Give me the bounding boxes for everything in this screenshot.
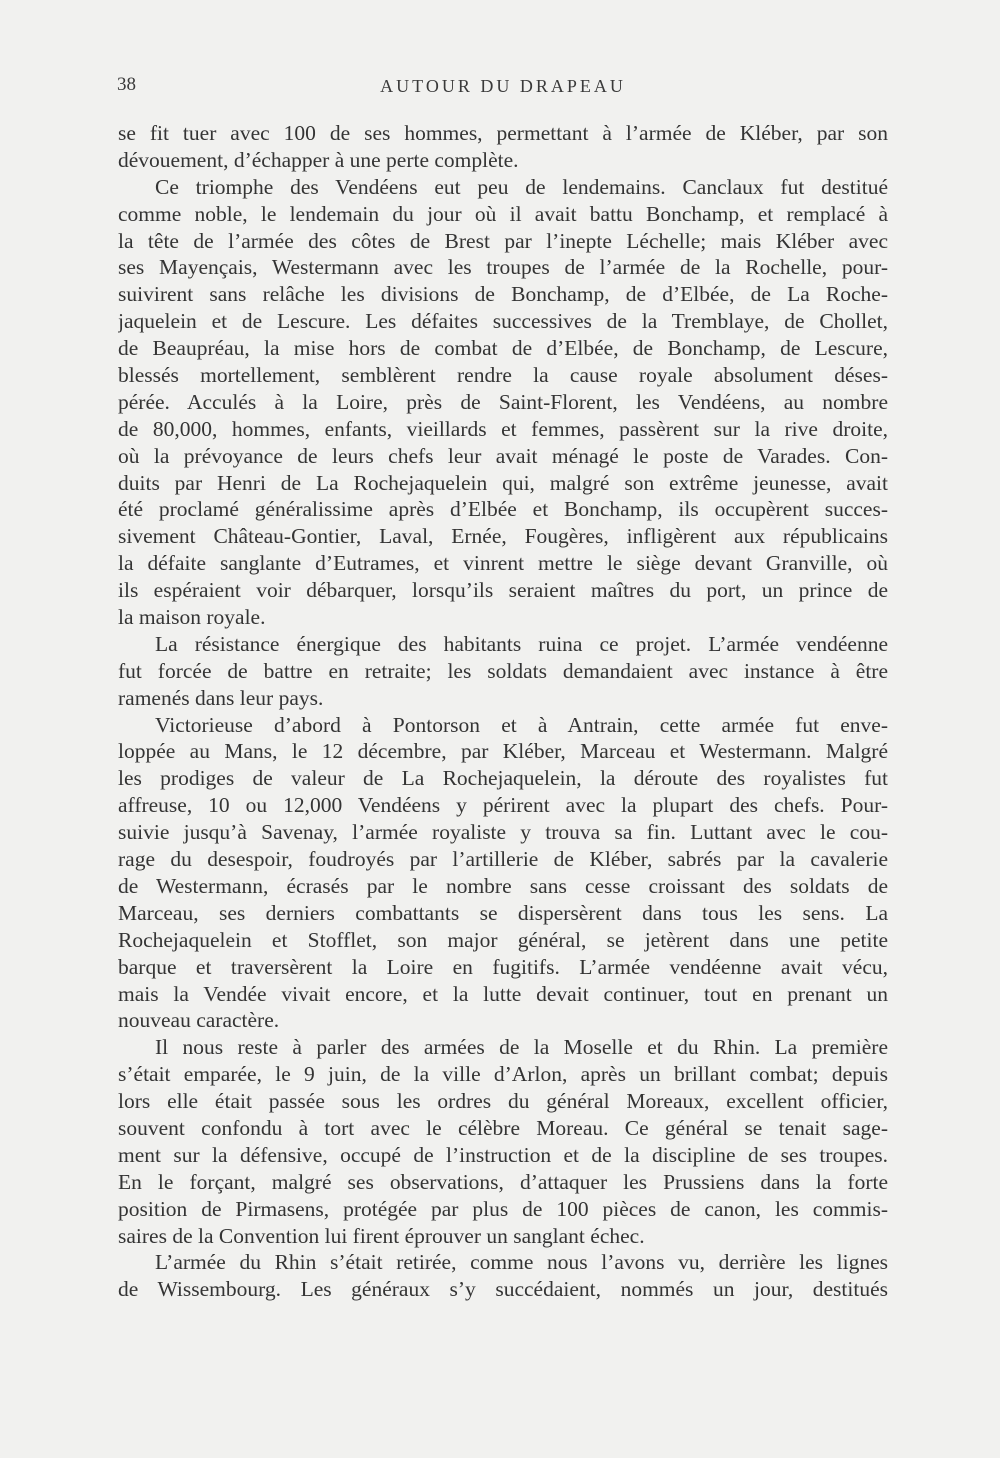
- text-line: la maison royale.: [118, 605, 266, 630]
- text-line: pérée. Acculés à la Loire, près de Saint-Florent, les Vendéens, au nombre: [118, 389, 888, 414]
- text-line: s’était emparée, le 9 juin, de la ville d’Arlon, après un brillant combat; depuis: [118, 1062, 888, 1087]
- text-line: blessés mortellement, semblèrent rendre la cause royale absolument déses-: [118, 363, 888, 388]
- paragraph: [118, 1034, 888, 1249]
- text-line: ils espéraient voir débarquer, lorsqu’ils seraient maîtres du port, un prince de: [118, 578, 888, 603]
- text-line: Il nous reste à parler des armées de la Moselle et du Rhin. La première: [155, 1035, 888, 1060]
- text-line: jaquelein et de Lescure. Les défaites successives de la Tremblaye, de Chollet,: [118, 309, 888, 334]
- text-line: se fit tuer avec 100 de ses hommes, permettant à l’armée de Kléber, par son: [118, 121, 888, 145]
- text-line: les prodiges de valeur de La Rochejaquelein, la déroute des royalistes fut: [118, 766, 888, 791]
- text-line: dévouement, d’échapper à une perte complète.: [118, 147, 519, 172]
- text-line: Ce triomphe des Vendéens eut peu de lendemains. Canclaux fut destitué: [155, 174, 888, 199]
- text-line: affreuse, 10 ou 12,000 Vendéens y périrent avec la plupart des chefs. Pour-: [118, 793, 888, 818]
- text-line: Rochejaquelein et Stofflet, son major général, se jetèrent dans une petite: [118, 927, 888, 952]
- page-number: 38: [117, 74, 136, 95]
- running-title: AUTOUR DU DRAPEAU: [380, 76, 626, 96]
- text-line: de Wissembourg. Les généraux s’y succédaient, nommés un jour, destitués: [118, 1277, 888, 1302]
- text-line: la tête de l’armée des côtes de Brest par l’inepte Léchelle; mais Kléber avec: [118, 228, 888, 253]
- paragraph: [118, 631, 888, 712]
- text-line: En le forçant, malgré ses observations, d’attaquer les Prussiens dans la forte: [118, 1169, 888, 1194]
- paragraph: [118, 712, 888, 1035]
- text-line: duits par Henri de La Rochejaquelein qui, malgré son extrême jeunesse, avait: [118, 470, 888, 495]
- text-line: ses Mayençais, Westermann avec les troupes de l’armée de la Rochelle, pour-: [118, 255, 888, 280]
- text-line: suivirent sans relâche les divisions de Bonchamp, de d’Elbée, de La Roche-: [118, 282, 888, 307]
- text-line: Victorieuse d’abord à Pontorson et à Antrain, cette armée fut enve-: [155, 712, 888, 737]
- text-line: la défaite sanglante d’Eutrames, et vinrent mettre le siège devant Granville, où: [118, 551, 888, 576]
- paragraph: [118, 174, 888, 631]
- text-line: loppée au Mans, le 12 décembre, par Kléber, Marceau et Westermann. Malgré: [118, 739, 888, 764]
- text-line: ment sur la défensive, occupé de l’instruction et de la discipline de ses troupes.: [118, 1142, 888, 1167]
- text-line: nouveau caractère.: [118, 1008, 280, 1033]
- text-line: de 80,000, hommes, enfants, vieillards et femmes, passèrent sur la rive droite,: [118, 416, 888, 441]
- text-line: été proclamé généralissime après d’Elbée et Bonchamp, ils occupèrent succes-: [118, 497, 888, 522]
- text-line: sivement Château-Gontier, Laval, Ernée, Fougères, infligèrent aux républicains: [118, 524, 888, 549]
- text-line: de Westermann, écrasés par le nombre sans cesse croissant des soldats de: [118, 873, 888, 898]
- text-line: suivie jusqu’à Savenay, l’armée royaliste y trouva sa fin. Luttant avec le cou-: [118, 820, 888, 845]
- text-line: ramenés dans leur pays.: [118, 685, 324, 710]
- text-line: barque et traversèrent la Loire en fugitifs. L’armée vendéenne avait vécu,: [118, 954, 888, 979]
- text-line: de Beaupréau, la mise hors de combat de d’Elbée, de Bonchamp, de Lescure,: [118, 336, 888, 361]
- paragraph: [118, 120, 888, 174]
- text-line: lors elle était passée sous les ordres du général Moreaux, excellent officier,: [118, 1089, 888, 1114]
- text-line: mais la Vendée vivait encore, et la lutte devait continuer, tout en prenant un: [118, 981, 888, 1006]
- body-text: [118, 120, 888, 1303]
- text-line: position de Pirmasens, protégée par plus de 100 pièces de canon, les commis-: [118, 1196, 888, 1221]
- text-line: rage du desespoir, foudroyés par l’artillerie de Kléber, sabrés par la cavalerie: [118, 847, 888, 872]
- text-line: L’armée du Rhin s’était retirée, comme nous l’avons vu, derrière les lignes: [155, 1250, 888, 1275]
- paragraph: [118, 1249, 888, 1303]
- text-line: souvent confondu à tort avec le célèbre Moreau. Ce général se tenait sage-: [118, 1115, 888, 1140]
- text-line: saires de la Convention lui firent éprouver un sanglant échec.: [118, 1223, 645, 1248]
- text-line: comme noble, le lendemain du jour où il avait battu Bonchamp, et remplacé à: [118, 201, 888, 226]
- text-line: où la prévoyance de leurs chefs leur avait ménagé le poste de Varades. Con-: [118, 443, 888, 468]
- text-line: Marceau, ses derniers combattants se dispersèrent dans tous les sens. La: [118, 900, 888, 925]
- text-line: fut forcée de battre en retraite; les soldats demandaient avec instance à être: [118, 658, 888, 683]
- text-line: La résistance énergique des habitants ruina ce projet. L’armée vendéenne: [155, 631, 888, 656]
